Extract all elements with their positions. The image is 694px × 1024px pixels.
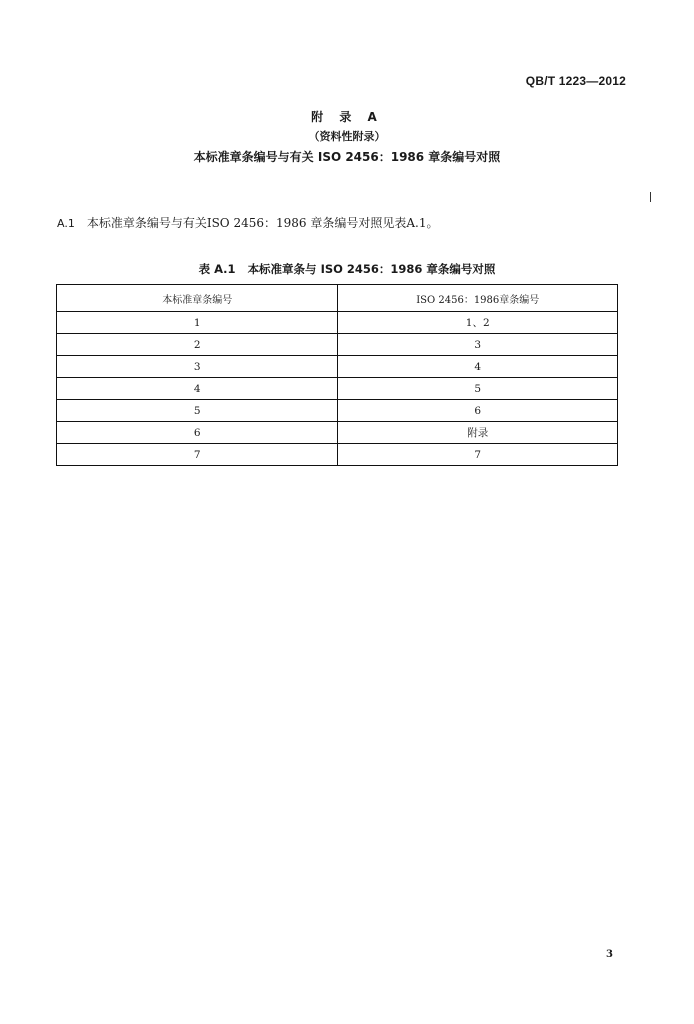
iso-clause-cell: 3 <box>338 334 618 356</box>
standard-clause-cell: 4 <box>57 378 338 400</box>
annex-subtitle: 本标准章条编号与有关 ISO 2456：1986 章条编号对照 <box>193 150 501 164</box>
table-row <box>57 312 618 334</box>
standard-clause-cell: 1 <box>57 312 338 334</box>
annex-title: 附 录 A <box>311 110 383 124</box>
iso-clause-cell: 6 <box>338 400 618 422</box>
table-row <box>57 378 618 400</box>
clause-text: 本标准章条编号与有关ISO 2456：1986 章条编号对照见表A.1。 <box>86 216 439 230</box>
table-caption-number: 表 A.1 <box>198 262 236 276</box>
column-header-iso: ISO 2456：1986章条编号 <box>338 285 618 312</box>
table-row <box>57 334 618 356</box>
iso-clause-cell: 7 <box>338 444 618 466</box>
table-row <box>57 422 618 444</box>
comparison-table <box>56 284 618 466</box>
document-code: QB/T 1223—2012 <box>525 74 626 88</box>
table-header-row <box>57 285 618 312</box>
standard-clause-cell: 5 <box>57 400 338 422</box>
standard-clause-cell: 3 <box>57 356 338 378</box>
iso-clause-cell: 1、2 <box>338 312 618 334</box>
table-caption <box>0 261 694 277</box>
clause-number: A.1 <box>57 217 75 230</box>
iso-clause-cell: 5 <box>338 378 618 400</box>
table-row <box>57 444 618 466</box>
standard-clause-cell: 2 <box>57 334 338 356</box>
clause-a1 <box>57 214 438 231</box>
annex-nature: （资料性附录） <box>308 130 386 143</box>
iso-clause-cell: 附录 <box>338 422 618 444</box>
standard-clause-cell: 6 <box>57 422 338 444</box>
page-number: 3 <box>606 949 613 960</box>
table-caption-title: 本标准章条与 ISO 2456：1986 章条编号对照 <box>247 262 496 276</box>
column-header-standard: 本标准章条编号 <box>57 285 338 312</box>
table-row <box>57 400 618 422</box>
edge-mark <box>650 192 651 202</box>
table-row <box>57 356 618 378</box>
standard-clause-cell: 7 <box>57 444 338 466</box>
iso-clause-cell: 4 <box>338 356 618 378</box>
